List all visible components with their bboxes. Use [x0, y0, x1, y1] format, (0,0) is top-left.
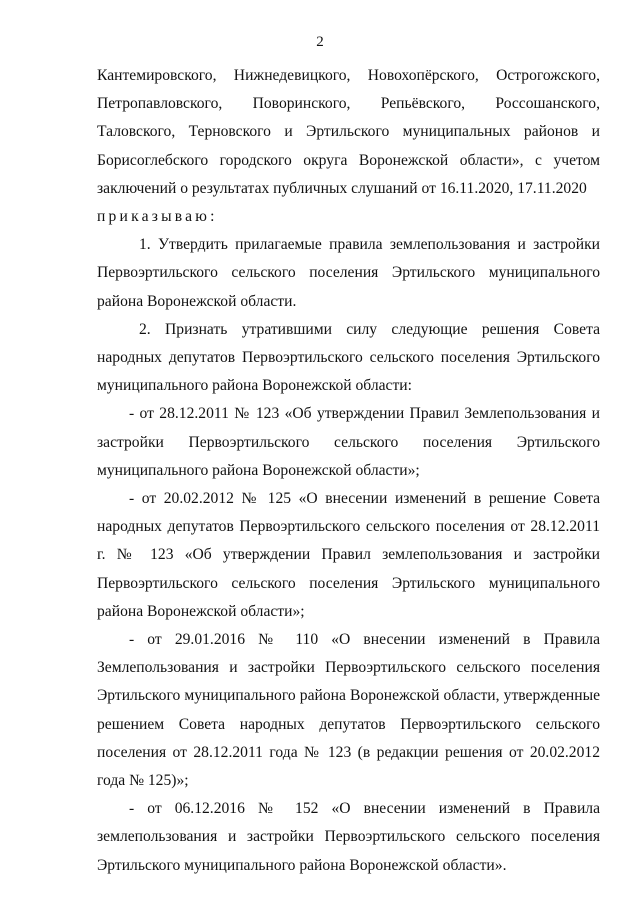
page-number: 2	[316, 34, 324, 50]
order-word: приказываю:	[97, 208, 218, 226]
repealed-decision-3: - от 29.01.2016 № 110 «О внесении изменений в Правила Землепользования и застройки Первоэртильского сельского поселения Эртильского муниципального района Воронежской области, утвержденные решением Совета народных депутатов Первоэртильского сельского поселения от 28.12.2011 года № 123 (в редакции решения от 20.02.2012 года № 125)»;	[97, 631, 600, 790]
repealed-decision-4: - от 06.12.2016 № 152 «О внесении изменений в Правила землепользования и застройки Первоэртильского сельского поселения Эртильского муниципального района Воронежской области».	[97, 800, 600, 874]
repealed-decision-2: - от 20.02.2012 № 125 «О внесении изменений в решение Совета народных депутатов Первоэртильского сельского поселения от 28.12.2011 г. № 123 «Об утверждении Правил землепользования и застройки Первоэртильского сельского поселения Эртильского муниципального района Воронежской области»;	[97, 490, 600, 620]
repealed-decision-1: - от 28.12.2011 № 123 «Об утверждении Правил Землепользования и застройки Первоэртильского сельского поселения Эртильского муниципального района Воронежской области»;	[97, 405, 600, 479]
intro-paragraph: Кантемировского, Нижнедевицкого, Новохопёрского, Острогожского, Петропавловского, Поворинского, Репьёвского, Россошанского, Таловского, Терновского и Эртильского муниципальных районов и Борисоглебского городского округа Воронежской области», с учетом заключений о результатах публичных слушаний от 16.11.2020, 17.11.2020	[97, 67, 600, 197]
document-body	[97, 62, 600, 880]
numbered-item-1: 1. Утвердить прилагаемые правила землепользования и застройки Первоэртильского сельского поселения Эртильского муниципального района Воронежской области.	[97, 236, 600, 310]
numbered-item-2: 2. Признать утратившими силу следующие решения Совета народных депутатов Первоэртильского сельского поселения Эртильского муниципального района Воронежской области:	[97, 320, 600, 395]
